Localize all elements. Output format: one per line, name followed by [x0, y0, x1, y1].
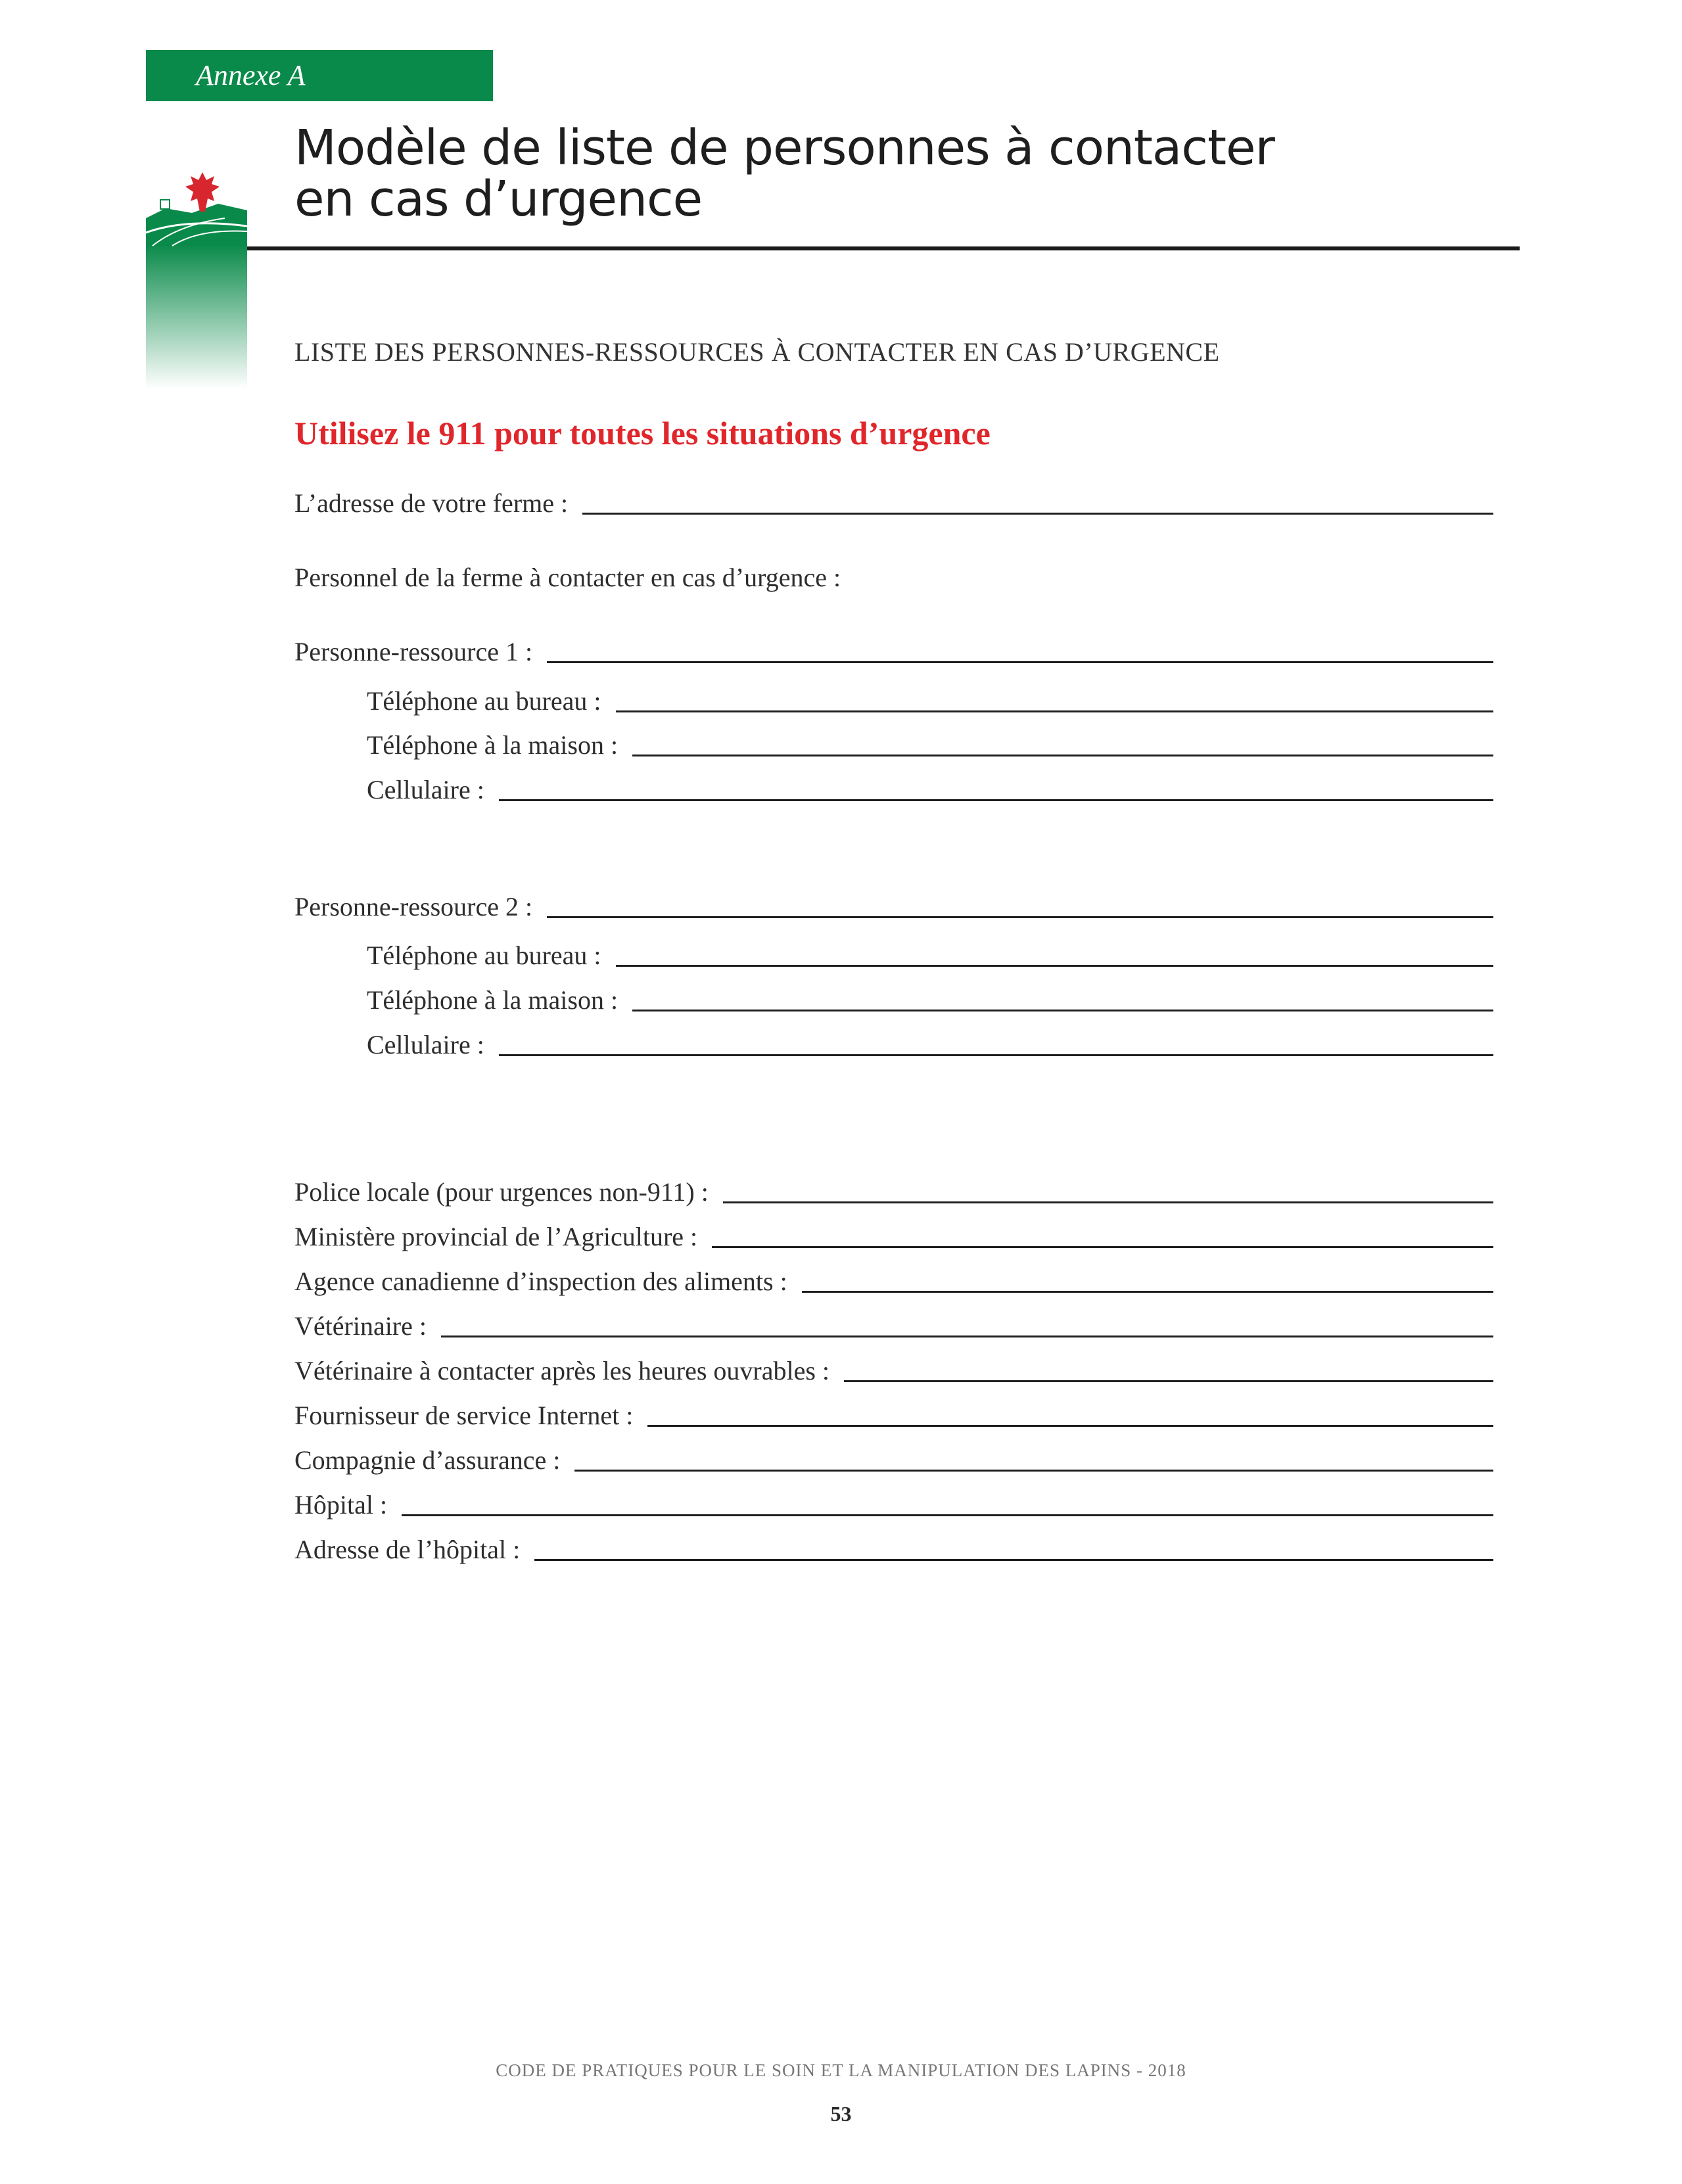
other-contact-line[interactable] [441, 1336, 1493, 1337]
other-contact-line[interactable] [723, 1201, 1493, 1203]
other-contact-line[interactable] [534, 1559, 1493, 1561]
other-contact-line[interactable] [712, 1246, 1493, 1248]
other-contact-field[interactable] [294, 1266, 1493, 1297]
other-contact-field[interactable] [294, 1534, 1493, 1565]
contact2-name-line[interactable] [547, 916, 1493, 918]
other-contact-label: Fournisseur de service Internet : [294, 1401, 634, 1430]
maple-leaf-farm-logo-icon [146, 172, 247, 389]
contact2-home-phone-line[interactable] [632, 1010, 1493, 1011]
other-contact-line[interactable] [802, 1291, 1493, 1293]
other-contact-field[interactable] [294, 1489, 1493, 1520]
contact1-office-phone-line[interactable] [616, 710, 1493, 712]
contact1-cell-label: Cellulaire : [367, 775, 484, 804]
contact2-office-phone-line[interactable] [616, 965, 1493, 967]
page-number: 53 [830, 2102, 852, 2126]
other-contact-field[interactable] [294, 1311, 1493, 1341]
contact2-office-phone-field[interactable] [367, 940, 1493, 971]
contact1-name-line[interactable] [547, 661, 1493, 663]
other-contact-label: Vétérinaire : [294, 1311, 427, 1341]
other-contact-line[interactable] [574, 1470, 1493, 1472]
contact1-cell-field[interactable] [367, 774, 1493, 805]
contact2-cell-label: Cellulaire : [367, 1030, 484, 1059]
footer-text: CODE DE PRATIQUES POUR LE SOIN ET LA MANIPULATION DES LAPINS - 2018 [496, 2060, 1186, 2080]
other-contact-label: Adresse de l’hôpital : [294, 1535, 521, 1564]
other-contact-field[interactable] [294, 1355, 1493, 1386]
contact1-office-phone-field[interactable] [367, 685, 1493, 716]
other-contact-label: Hôpital : [294, 1490, 388, 1520]
annex-tab: Annexe A [146, 50, 493, 101]
other-contact-field[interactable] [294, 1176, 1493, 1207]
contact2-cell-field[interactable] [367, 1029, 1493, 1060]
other-contact-label: Vétérinaire à contacter après les heures ouvrables : [294, 1356, 830, 1385]
other-contact-label: Agence canadienne d’inspection des aliments : [294, 1266, 787, 1296]
emergency-note: Utilisez le 911 pour toutes les situations d’urgence [294, 415, 991, 452]
farm-address-field[interactable] [294, 488, 1493, 519]
other-contact-field[interactable] [294, 1221, 1493, 1252]
contact2-home-phone-field[interactable] [367, 985, 1493, 1015]
farm-address-line[interactable] [582, 513, 1493, 515]
contact2-home-phone-label: Téléphone à la maison : [367, 985, 619, 1015]
section-heading: LISTE DES PERSONNES-RESSOURCES À CONTACTER EN CAS D’URGENCE [294, 337, 1220, 367]
contact1-home-phone-field[interactable] [367, 730, 1493, 760]
other-contact-field[interactable] [294, 1400, 1493, 1431]
contact2-cell-line[interactable] [499, 1054, 1493, 1056]
contact2-name-label: Personne-ressource 2 : [294, 892, 533, 921]
contact1-home-phone-label: Téléphone à la maison : [367, 730, 619, 760]
contact1-home-phone-line[interactable] [632, 755, 1493, 756]
contact1-name-field[interactable] [294, 636, 1493, 667]
other-contact-line[interactable] [647, 1425, 1493, 1427]
other-contact-label: Compagnie d’assurance : [294, 1445, 561, 1475]
farm-staff-label: Personnel de la ferme à contacter en cas d’urgence : [294, 563, 841, 592]
other-contact-label: Ministère provincial de l’Agriculture : [294, 1222, 698, 1251]
other-contact-line[interactable] [844, 1380, 1493, 1382]
contact2-name-field[interactable] [294, 891, 1493, 922]
page-title [294, 122, 1543, 225]
contact1-name-label: Personne-ressource 1 : [294, 637, 533, 666]
page-title-line1: Modèle de liste de personnes à contacter [294, 120, 1274, 176]
contact1-office-phone-label: Téléphone au bureau : [367, 686, 601, 716]
farm-address-label: L’adresse de votre ferme : [294, 488, 569, 518]
contact1-cell-line[interactable] [499, 799, 1493, 801]
contact2-office-phone-label: Téléphone au bureau : [367, 941, 601, 970]
other-contact-label: Police locale (pour urgences non-911) : [294, 1177, 709, 1207]
title-divider [247, 246, 1520, 250]
other-contact-field[interactable] [294, 1445, 1493, 1475]
other-contact-line[interactable] [402, 1514, 1493, 1516]
page-title-line2: en cas d’urgence [294, 171, 703, 227]
